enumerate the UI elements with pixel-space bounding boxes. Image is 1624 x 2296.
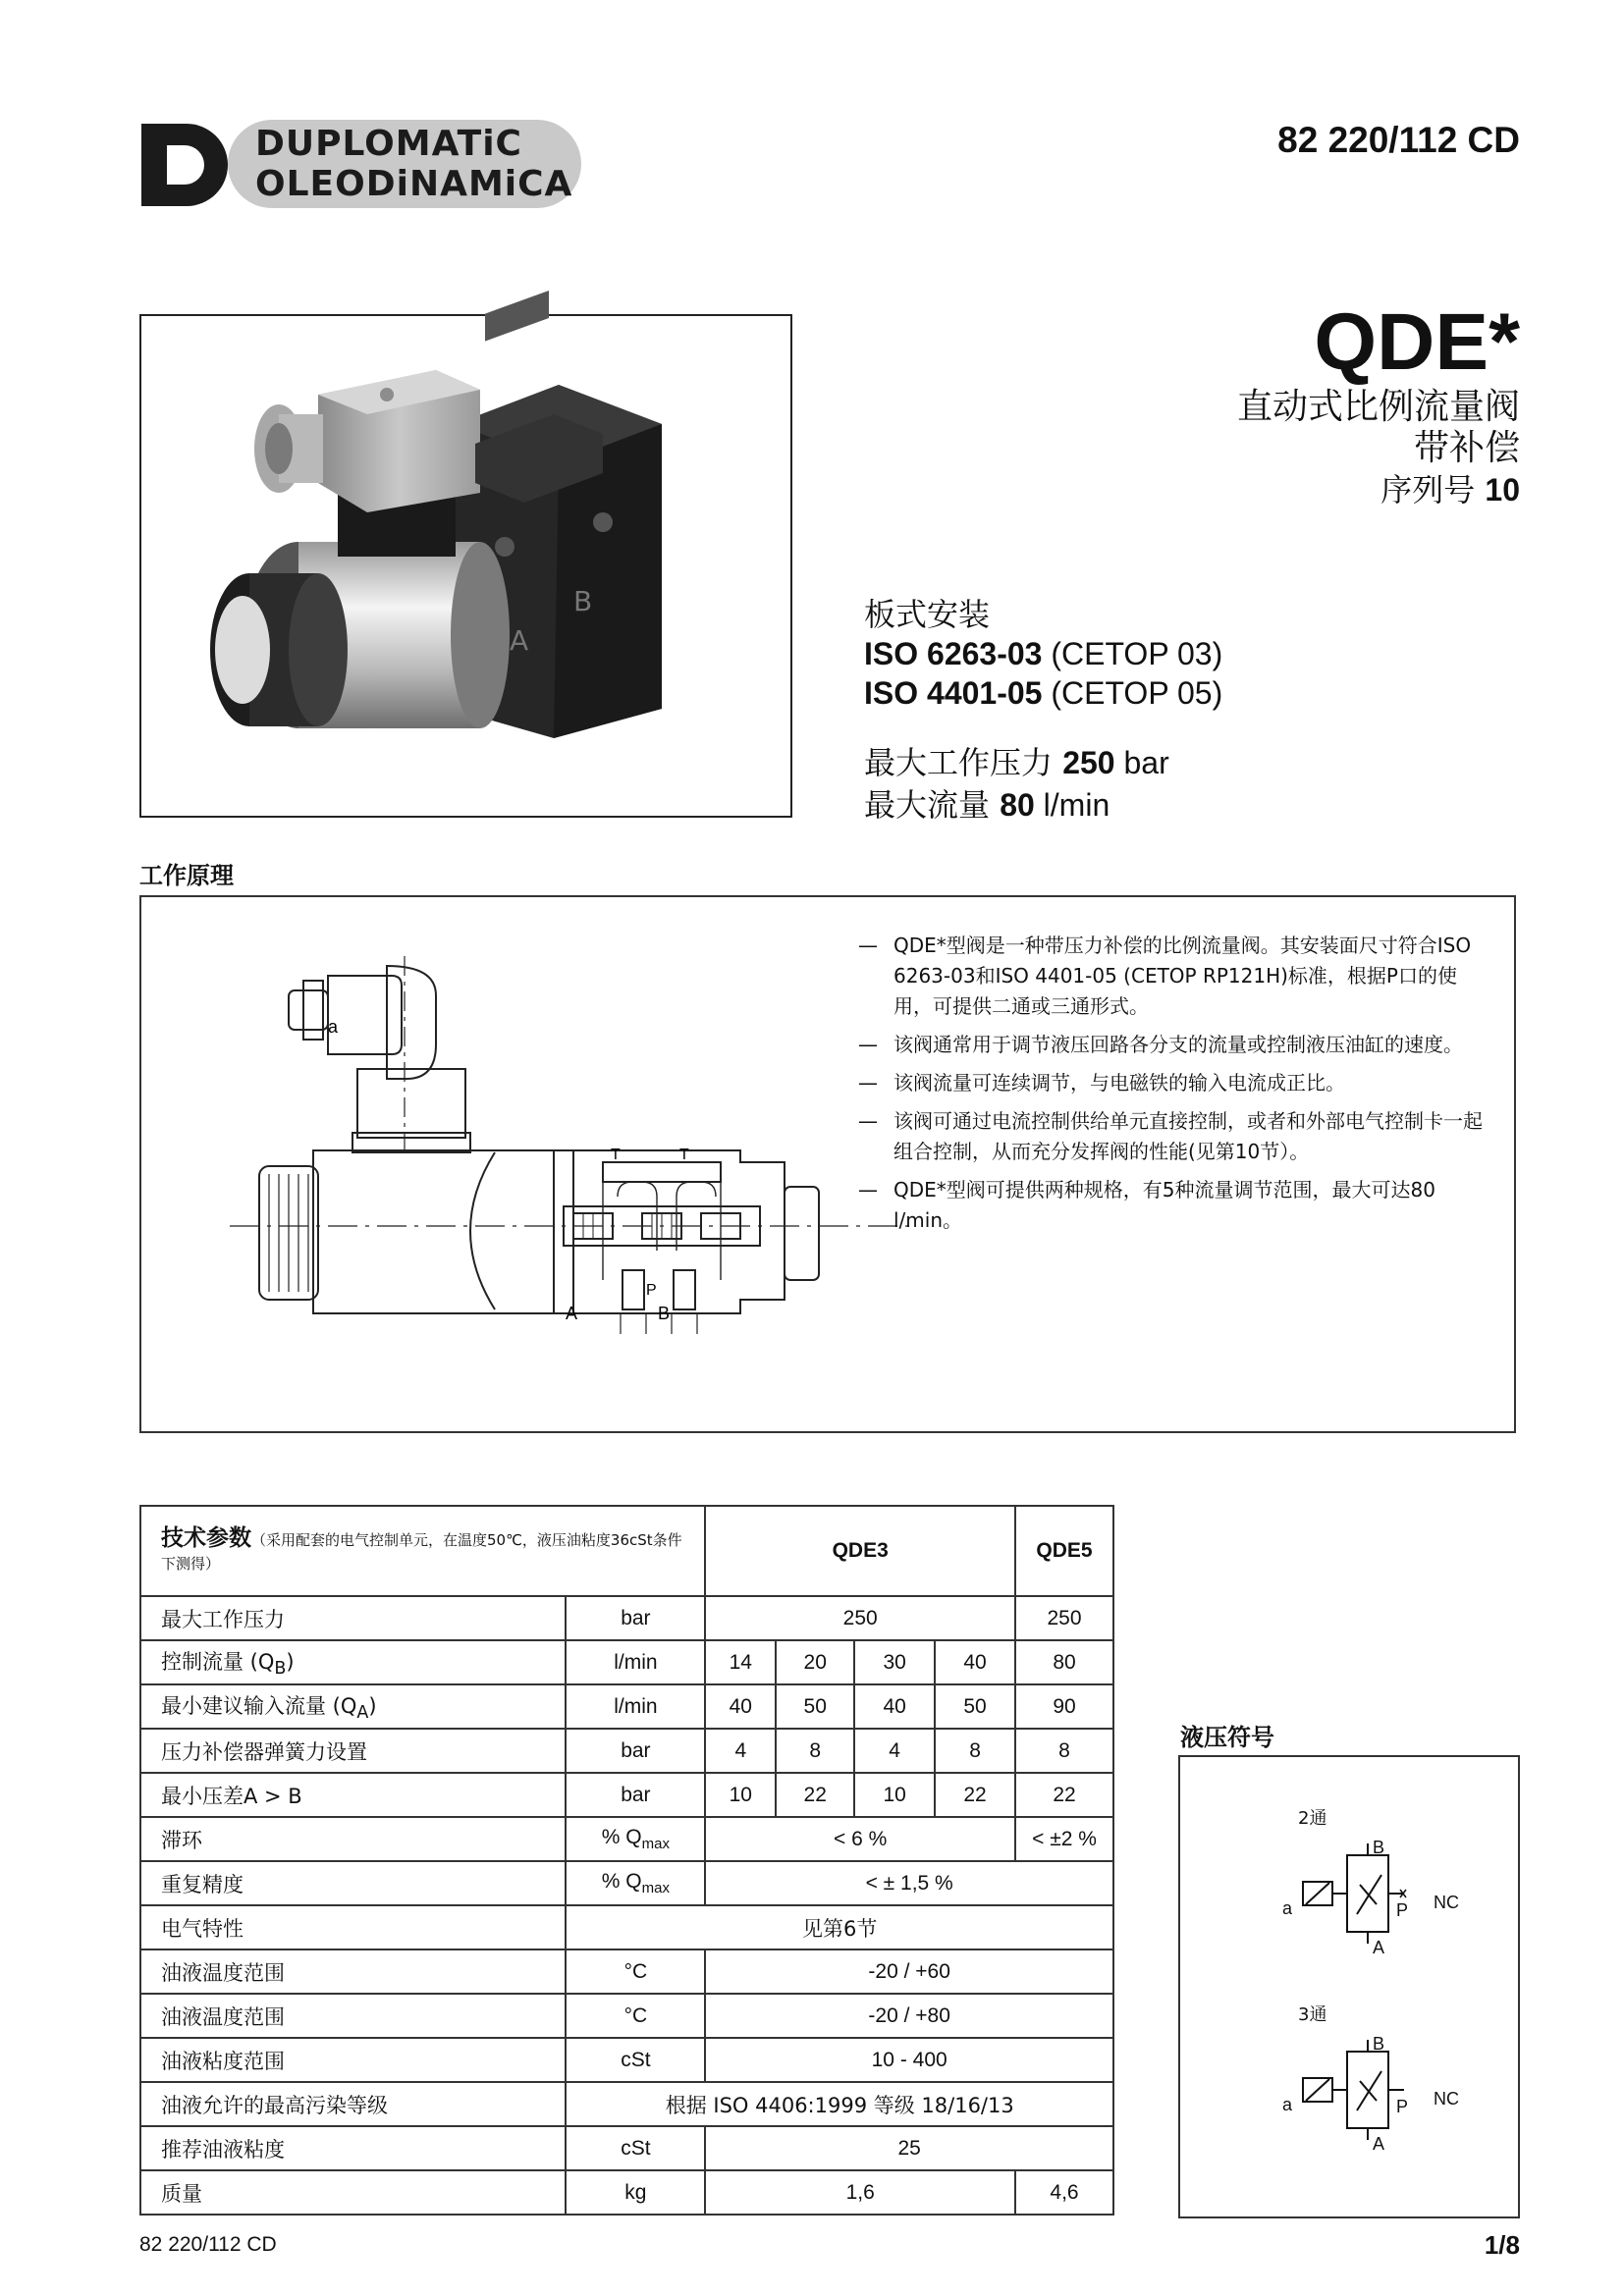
row-unit xyxy=(566,1729,705,1773)
label-t1: T xyxy=(611,1147,621,1163)
row-label-text: 重复精度 xyxy=(161,1872,244,1896)
row-unit-text: bar xyxy=(621,1606,651,1629)
row-label-text: 油液温度范围 xyxy=(161,2004,285,2029)
row-unit xyxy=(566,1596,705,1640)
product-code: QDE* xyxy=(1314,297,1520,387)
mounting-standard-2 xyxy=(864,673,1222,713)
valve-section-drawing xyxy=(230,956,937,1323)
row-label-text: 电气特性 xyxy=(161,1916,244,1941)
row-unit xyxy=(566,1817,705,1861)
table-row xyxy=(140,1861,1113,1905)
row-unit-subscript: max xyxy=(641,1836,670,1853)
row-value: 40 xyxy=(705,1684,776,1729)
row-value: -20 / +80 xyxy=(705,1994,1113,2038)
row-value-qde5: 8 xyxy=(1015,1729,1113,1773)
row-label xyxy=(140,1994,566,2038)
three-way-label: 3通 xyxy=(1298,2004,1327,2025)
row-label-tail: ) xyxy=(368,1693,377,1718)
row-label-text: 最大工作压力 xyxy=(161,1607,285,1631)
iso-2: ISO 4401-05 xyxy=(864,675,1043,711)
sym2-p: P xyxy=(1396,2097,1409,2116)
row-value-qde5: 90 xyxy=(1015,1684,1113,1729)
technical-specs-table xyxy=(139,1505,1114,2216)
bullet-text: 该阀可通过电流控制供给单元直接控制，或者和外部电气控制卡一起组合控制，从而充分发挥阀的性能(见第10节）。 xyxy=(893,1109,1483,1163)
table-row xyxy=(140,1640,1113,1684)
product-description: 直动式比例流量阀 xyxy=(1236,387,1520,427)
row-value-qde5: 22 xyxy=(1015,1773,1113,1817)
row-unit-text: cSt xyxy=(621,2136,651,2160)
symbol-3-way xyxy=(1303,2040,1404,2140)
row-unit-text: bar xyxy=(621,1738,651,1762)
iso-1: ISO 6263-03 xyxy=(864,636,1043,671)
row-label xyxy=(140,1729,566,1773)
bullet-item: — 该阀通常用于调节液压回路各分支的流量或控制液压油缸的速度。 xyxy=(858,1030,1487,1060)
product-description-2: 带补偿 xyxy=(1413,428,1520,468)
row-label xyxy=(140,1596,566,1640)
table-row xyxy=(140,2126,1113,2170)
row-unit xyxy=(566,1773,705,1817)
label-p: P xyxy=(646,1282,657,1299)
row-unit xyxy=(566,1994,705,2038)
row-label xyxy=(140,1949,566,1994)
row-unit xyxy=(566,1684,705,1729)
sym2-nc: NC xyxy=(1434,2089,1459,2109)
row-value: 50 xyxy=(776,1684,854,1729)
row-value-qde5: 80 xyxy=(1015,1640,1113,1684)
label-t2: T xyxy=(679,1147,689,1163)
row-unit xyxy=(566,2126,705,2170)
product-photo xyxy=(139,314,792,818)
row-label xyxy=(140,1861,566,1905)
sym2-a: A xyxy=(1373,2134,1385,2154)
table-row xyxy=(140,1729,1113,1773)
row-label xyxy=(140,1817,566,1861)
row-value: 40 xyxy=(854,1684,935,1729)
table-row xyxy=(140,1994,1113,2038)
row-unit-text: cSt xyxy=(621,2048,651,2071)
label-port-b: B xyxy=(658,1304,671,1323)
max-flow-unit: l/min xyxy=(1034,787,1110,823)
bullet-item: — QDE*型阀是一种带压力补偿的比例流量阀。其安装面尺寸符合ISO 6263-03和ISO 4401-05 (CETOP RP121H)标准，根据P口的使用，可提供二通或三通形式。 xyxy=(858,931,1487,1022)
row-value: 20 xyxy=(776,1640,854,1684)
col-qde5: QDE5 xyxy=(1015,1506,1113,1596)
svg-text:A: A xyxy=(510,624,529,657)
row-label-text: 滞环 xyxy=(161,1828,202,1852)
row-unit xyxy=(566,1949,705,1994)
bullet-item: — 该阀可通过电流控制供给单元直接控制，或者和外部电气控制卡一起组合控制，从而充分发挥阀的性能(见第10节）。 xyxy=(858,1106,1487,1167)
hydraulic-symbol-heading: 液压符号 xyxy=(1180,1724,1274,1751)
row-unit xyxy=(566,2038,705,2082)
row-unit-text: °C xyxy=(623,2003,648,2027)
row-label-text: 压力补偿器弹簧力设置 xyxy=(161,1739,367,1764)
footer-doc-number: 82 220/112 CD xyxy=(139,2233,277,2256)
page-number: 1/8 xyxy=(1484,2230,1520,2260)
table-row xyxy=(140,2170,1113,2215)
row-unit-text: bar xyxy=(621,1783,651,1806)
sym1-p: P xyxy=(1396,1900,1409,1920)
row-value: 30 xyxy=(854,1640,935,1684)
row-value: 见第6节 xyxy=(566,1905,1113,1949)
row-label xyxy=(140,1905,566,1949)
table-row xyxy=(140,2038,1113,2082)
cetop-2: (CETOP 05) xyxy=(1042,675,1223,711)
row-value: 10 xyxy=(854,1773,935,1817)
bullet-text: QDE*型阀是一种带压力补偿的比例流量阀。其安装面尺寸符合ISO 6263-03和ISO 4401-05 (CETOP RP121H)标准，根据P口的使用，可提供二通或三通形式。 xyxy=(893,934,1472,1018)
bullet-item: — 该阀流量可连续调节，与电磁铁的输入电流成正比。 xyxy=(858,1068,1487,1098)
document-number: 82 220/112 CD xyxy=(1277,120,1520,160)
row-value: 14 xyxy=(705,1640,776,1684)
row-value: 10 xyxy=(705,1773,776,1817)
max-ratings xyxy=(864,742,1169,827)
table-header-row xyxy=(140,1506,1113,1596)
col-qde3: QDE3 xyxy=(705,1506,1015,1596)
row-unit xyxy=(566,1861,705,1905)
row-unit-text: kg xyxy=(624,2180,647,2204)
table-row xyxy=(140,1817,1113,1861)
max-pressure-unit: bar xyxy=(1114,745,1169,780)
max-pressure-label: 最大工作压力 xyxy=(864,744,1063,781)
row-value: 22 xyxy=(935,1773,1015,1817)
row-label xyxy=(140,2170,566,2215)
logo-line-1: DUPLOMATiC xyxy=(255,124,522,164)
bullet-text: 该阀通常用于调节液压回路各分支的流量或控制液压油缸的速度。 xyxy=(893,1033,1463,1056)
row-unit xyxy=(566,1640,705,1684)
valve-photo-illustration xyxy=(141,316,790,816)
cetop-1: (CETOP 03) xyxy=(1042,636,1223,671)
sym1-nc: NC xyxy=(1434,1893,1459,1912)
row-label xyxy=(140,2082,566,2126)
row-label xyxy=(140,1684,566,1729)
row-value: 50 xyxy=(935,1684,1015,1729)
row-unit-text: % Q xyxy=(601,1825,642,1848)
hydraulic-symbol-frame xyxy=(1178,1755,1520,2218)
row-label-text: 最小建议输入流量 (Q xyxy=(161,1693,357,1718)
row-value: 10 - 400 xyxy=(705,2038,1113,2082)
row-value: 8 xyxy=(776,1729,854,1773)
sym1-a: A xyxy=(1373,1938,1385,1957)
row-value: 22 xyxy=(776,1773,854,1817)
row-label-text: 油液粘度范围 xyxy=(161,2049,285,2073)
row-value-qde5: 250 xyxy=(1015,1596,1113,1640)
table-row xyxy=(140,2082,1113,2126)
row-unit-subscript: max xyxy=(641,1880,670,1897)
table-note: （采用配套的电气控制单元，在温度50℃，液压油粘度36cSt条件下测得） xyxy=(161,1531,682,1573)
max-flow-label: 最大流量 xyxy=(864,786,1001,824)
mounting-info xyxy=(864,595,1222,713)
row-value-qde5: < ±2 % xyxy=(1015,1817,1113,1861)
sym1-sol-a: a xyxy=(1282,1898,1293,1918)
logo-line-2: OLEODiNAMiCA xyxy=(255,164,573,204)
row-value-qde3: 1,6 xyxy=(705,2170,1015,2215)
sym2-sol-a: a xyxy=(1282,2095,1293,2114)
row-label-tail: ) xyxy=(286,1649,295,1674)
mounting-type: 板式安装 xyxy=(864,596,991,633)
bullet-text: 该阀流量可连续调节，与电磁铁的输入电流成正比。 xyxy=(893,1071,1345,1095)
label-a: a xyxy=(328,1017,339,1037)
row-label-subscript: A xyxy=(356,1703,369,1724)
row-value: < ± 1,5 % xyxy=(705,1861,1113,1905)
row-label xyxy=(140,2038,566,2082)
row-label-text: 油液允许的最高污染等级 xyxy=(161,2093,388,2117)
table-row xyxy=(140,1596,1113,1640)
row-value: 40 xyxy=(935,1640,1015,1684)
series-prefix: 序列号 xyxy=(1380,471,1486,508)
row-label-subscript: B xyxy=(274,1659,287,1680)
row-value: 根据 ISO 4406:1999 等级 18/16/13 xyxy=(566,2082,1113,2126)
max-pressure xyxy=(864,742,1169,784)
row-label xyxy=(140,2126,566,2170)
row-label-text: 最小压差A > B xyxy=(161,1784,302,1808)
row-unit-text: l/min xyxy=(614,1650,658,1674)
row-label xyxy=(140,1640,566,1684)
table-title-cell xyxy=(140,1506,705,1596)
series-value: 10 xyxy=(1485,472,1520,507)
row-value: -20 / +60 xyxy=(705,1949,1113,1994)
product-title-block xyxy=(1237,298,1520,510)
max-flow-value: 80 xyxy=(1000,787,1035,823)
row-value: 4 xyxy=(854,1729,935,1773)
max-pressure-value: 250 xyxy=(1062,745,1115,780)
principle-bullets xyxy=(858,931,1487,1244)
row-label-text: 质量 xyxy=(161,2181,202,2206)
table-row xyxy=(140,1949,1113,1994)
svg-text:B: B xyxy=(573,585,593,617)
row-value-qde5: 4,6 xyxy=(1015,2170,1113,2215)
table-title: 技术参数 xyxy=(161,1525,251,1551)
row-value: 4 xyxy=(705,1729,776,1773)
row-label-text: 推荐油液粘度 xyxy=(161,2137,285,2162)
principle-heading: 工作原理 xyxy=(139,862,234,889)
sym1-b: B xyxy=(1373,1838,1385,1857)
row-label xyxy=(140,1773,566,1817)
row-value: 8 xyxy=(935,1729,1015,1773)
max-flow xyxy=(864,784,1169,827)
company-logo xyxy=(139,116,586,214)
label-port-a: A xyxy=(566,1304,578,1323)
mounting-standard-1 xyxy=(864,634,1222,673)
table-row xyxy=(140,1905,1113,1949)
series-number xyxy=(1237,469,1520,510)
row-value-qde3: < 6 % xyxy=(705,1817,1015,1861)
row-label-text: 控制流量 (Q xyxy=(161,1649,275,1674)
sym2-b: B xyxy=(1373,2034,1385,2054)
two-way-label: 2通 xyxy=(1298,1808,1327,1829)
row-unit xyxy=(566,2170,705,2215)
table-row xyxy=(140,1684,1113,1729)
row-value: 25 xyxy=(705,2126,1113,2170)
row-unit-text: °C xyxy=(623,1959,648,1983)
table-row xyxy=(140,1773,1113,1817)
row-unit-text: % Q xyxy=(601,1869,642,1893)
bullet-item: — QDE*型阀可提供两种规格，有5种流量调节范围，最大可达80 l/min。 xyxy=(858,1175,1487,1236)
row-value-qde3: 250 xyxy=(705,1596,1015,1640)
hydraulic-symbols xyxy=(1180,1757,1518,2216)
symbol-2-way xyxy=(1303,1843,1409,1944)
logo-wordmark xyxy=(255,124,572,204)
bullet-text: QDE*型阀可提供两种规格，有5种流量调节范围，最大可达80 l/min。 xyxy=(893,1178,1435,1232)
logo-d-mark xyxy=(139,116,238,214)
row-label-text: 油液温度范围 xyxy=(161,1960,285,1985)
row-unit-text: l/min xyxy=(614,1694,658,1718)
